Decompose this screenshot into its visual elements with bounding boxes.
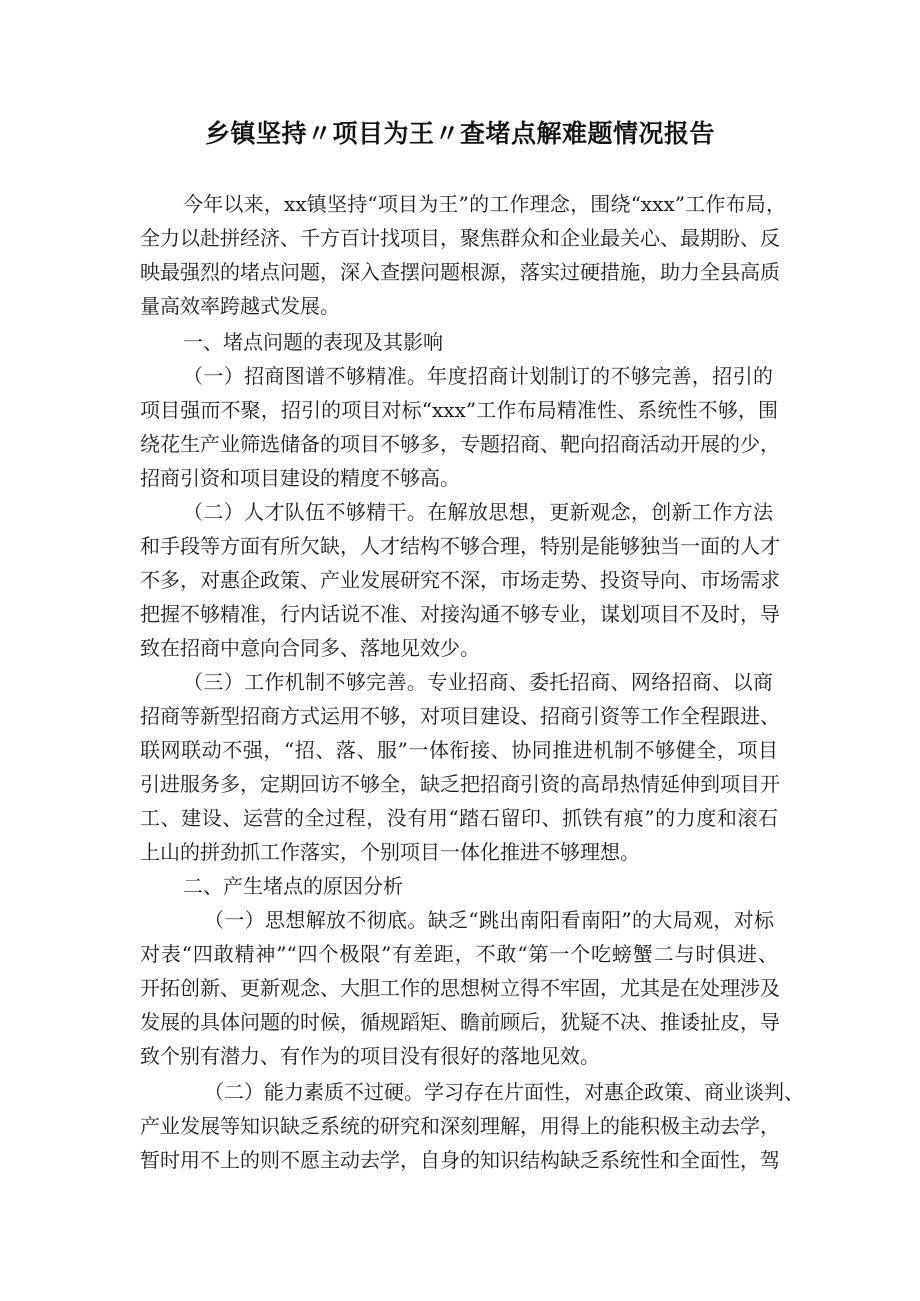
section-heading: 二、产生堵点的原因分析: [183, 874, 403, 898]
text-line: 绕花生产业筛选储备的项目不够多，专题招商、靶向招商活动开展的少，: [140, 432, 780, 456]
text-line: （二）人才队伍不够精干。在解放思想，更新观念，创新工作方法: [183, 500, 773, 524]
text-line: （二）能力素质不过硬。学习存在片面性，对惠企政策、商业谈判、: [204, 1080, 804, 1104]
text-line: 暂时用不上的则不愿主动去学，自身的知识结构缺乏系统性和全面性，驾: [140, 1148, 780, 1172]
text-line: 今年以来，xx镇坚持“项目为王”的工作理念，围绕“xxx”工作布局，: [183, 192, 786, 216]
text-line: 引进服务多，定期回访不够全，缺乏把招商引资的高昂热情延伸到项目开: [140, 772, 780, 796]
text-line: 和手段等方面有所欠缺，人才结构不够合理，特别是能够独当一面的人才: [140, 534, 780, 558]
text-line: 产业发展等知识缺乏系统的研究和深刻理解，用得上的能积极主动去学，: [140, 1114, 780, 1138]
text-line: （三）工作机制不够完善。专业招商、委托招商、网络招商、以商: [183, 670, 773, 694]
text-line: 项目强而不聚，招引的项目对标“xxx”工作布局精准性、系统性不够，围: [140, 398, 778, 422]
text-line: 映最强烈的堵点问题，深入查摆问题根源，落实过硬措施，助力全县高质: [140, 260, 780, 284]
text-line: 全力以赴拼经济、千方百计找项目，聚焦群众和企业最关心、最期盼、反: [140, 226, 780, 250]
text-line: 招商等新型招商方式运用不够，对项目建设、招商引资等工作全程跟进、: [140, 704, 780, 728]
text-line: 不多，对惠企政策、产业发展研究不深，市场走势、投资导向、市场需求: [140, 568, 780, 592]
text-line: 致在招商中意向合同多、落地见效少。: [140, 636, 480, 660]
text-line: 上山的拼劲抓工作落实，个别项目一体化推进不够理想。: [140, 840, 640, 864]
text-line: 发展的具体问题的时候，循规蹈矩、瞻前顾后，犹疑不决、推诿扯皮，导: [140, 1010, 780, 1034]
text-line: （一）招商图谱不够精准。年度招商计划制订的不够完善，招引的: [183, 364, 773, 388]
section-heading: 一、堵点问题的表现及其影响: [183, 330, 443, 354]
text-line: 致个别有潜力、有作为的项目没有很好的落地见效。: [140, 1044, 600, 1068]
text-line: 招商引资和项目建设的精度不够高。: [140, 466, 460, 490]
text-line: 对表“四敢精神”“四个极限”有差距，不敢“第一个吃螃蟹二与时俱进、: [140, 942, 778, 966]
text-line: 联网联动不强，“招、落、服”一体衔接、协同推进机制不够健全，项目: [140, 738, 778, 762]
text-line: 开拓创新、更新观念、大胆工作的思想树立得不牢固，尤其是在处理涉及: [140, 976, 780, 1000]
text-line: 把握不够精准，行内话说不准、对接沟通不够专业，谋划项目不及时，导: [140, 602, 780, 626]
text-line: （一）思想解放不彻底。缺乏“跳出南阳看南阳”的大局观，对标: [204, 908, 774, 932]
text-line: 量高效率跨越式发展。: [140, 294, 340, 318]
document-title: 乡镇坚持〃项目为王〃查堵点解难题情况报告: [204, 119, 715, 148]
text-line: 工、建设、运营的全过程，没有用“踏石留印、抓铁有痕”的力度和滚石: [140, 806, 778, 830]
